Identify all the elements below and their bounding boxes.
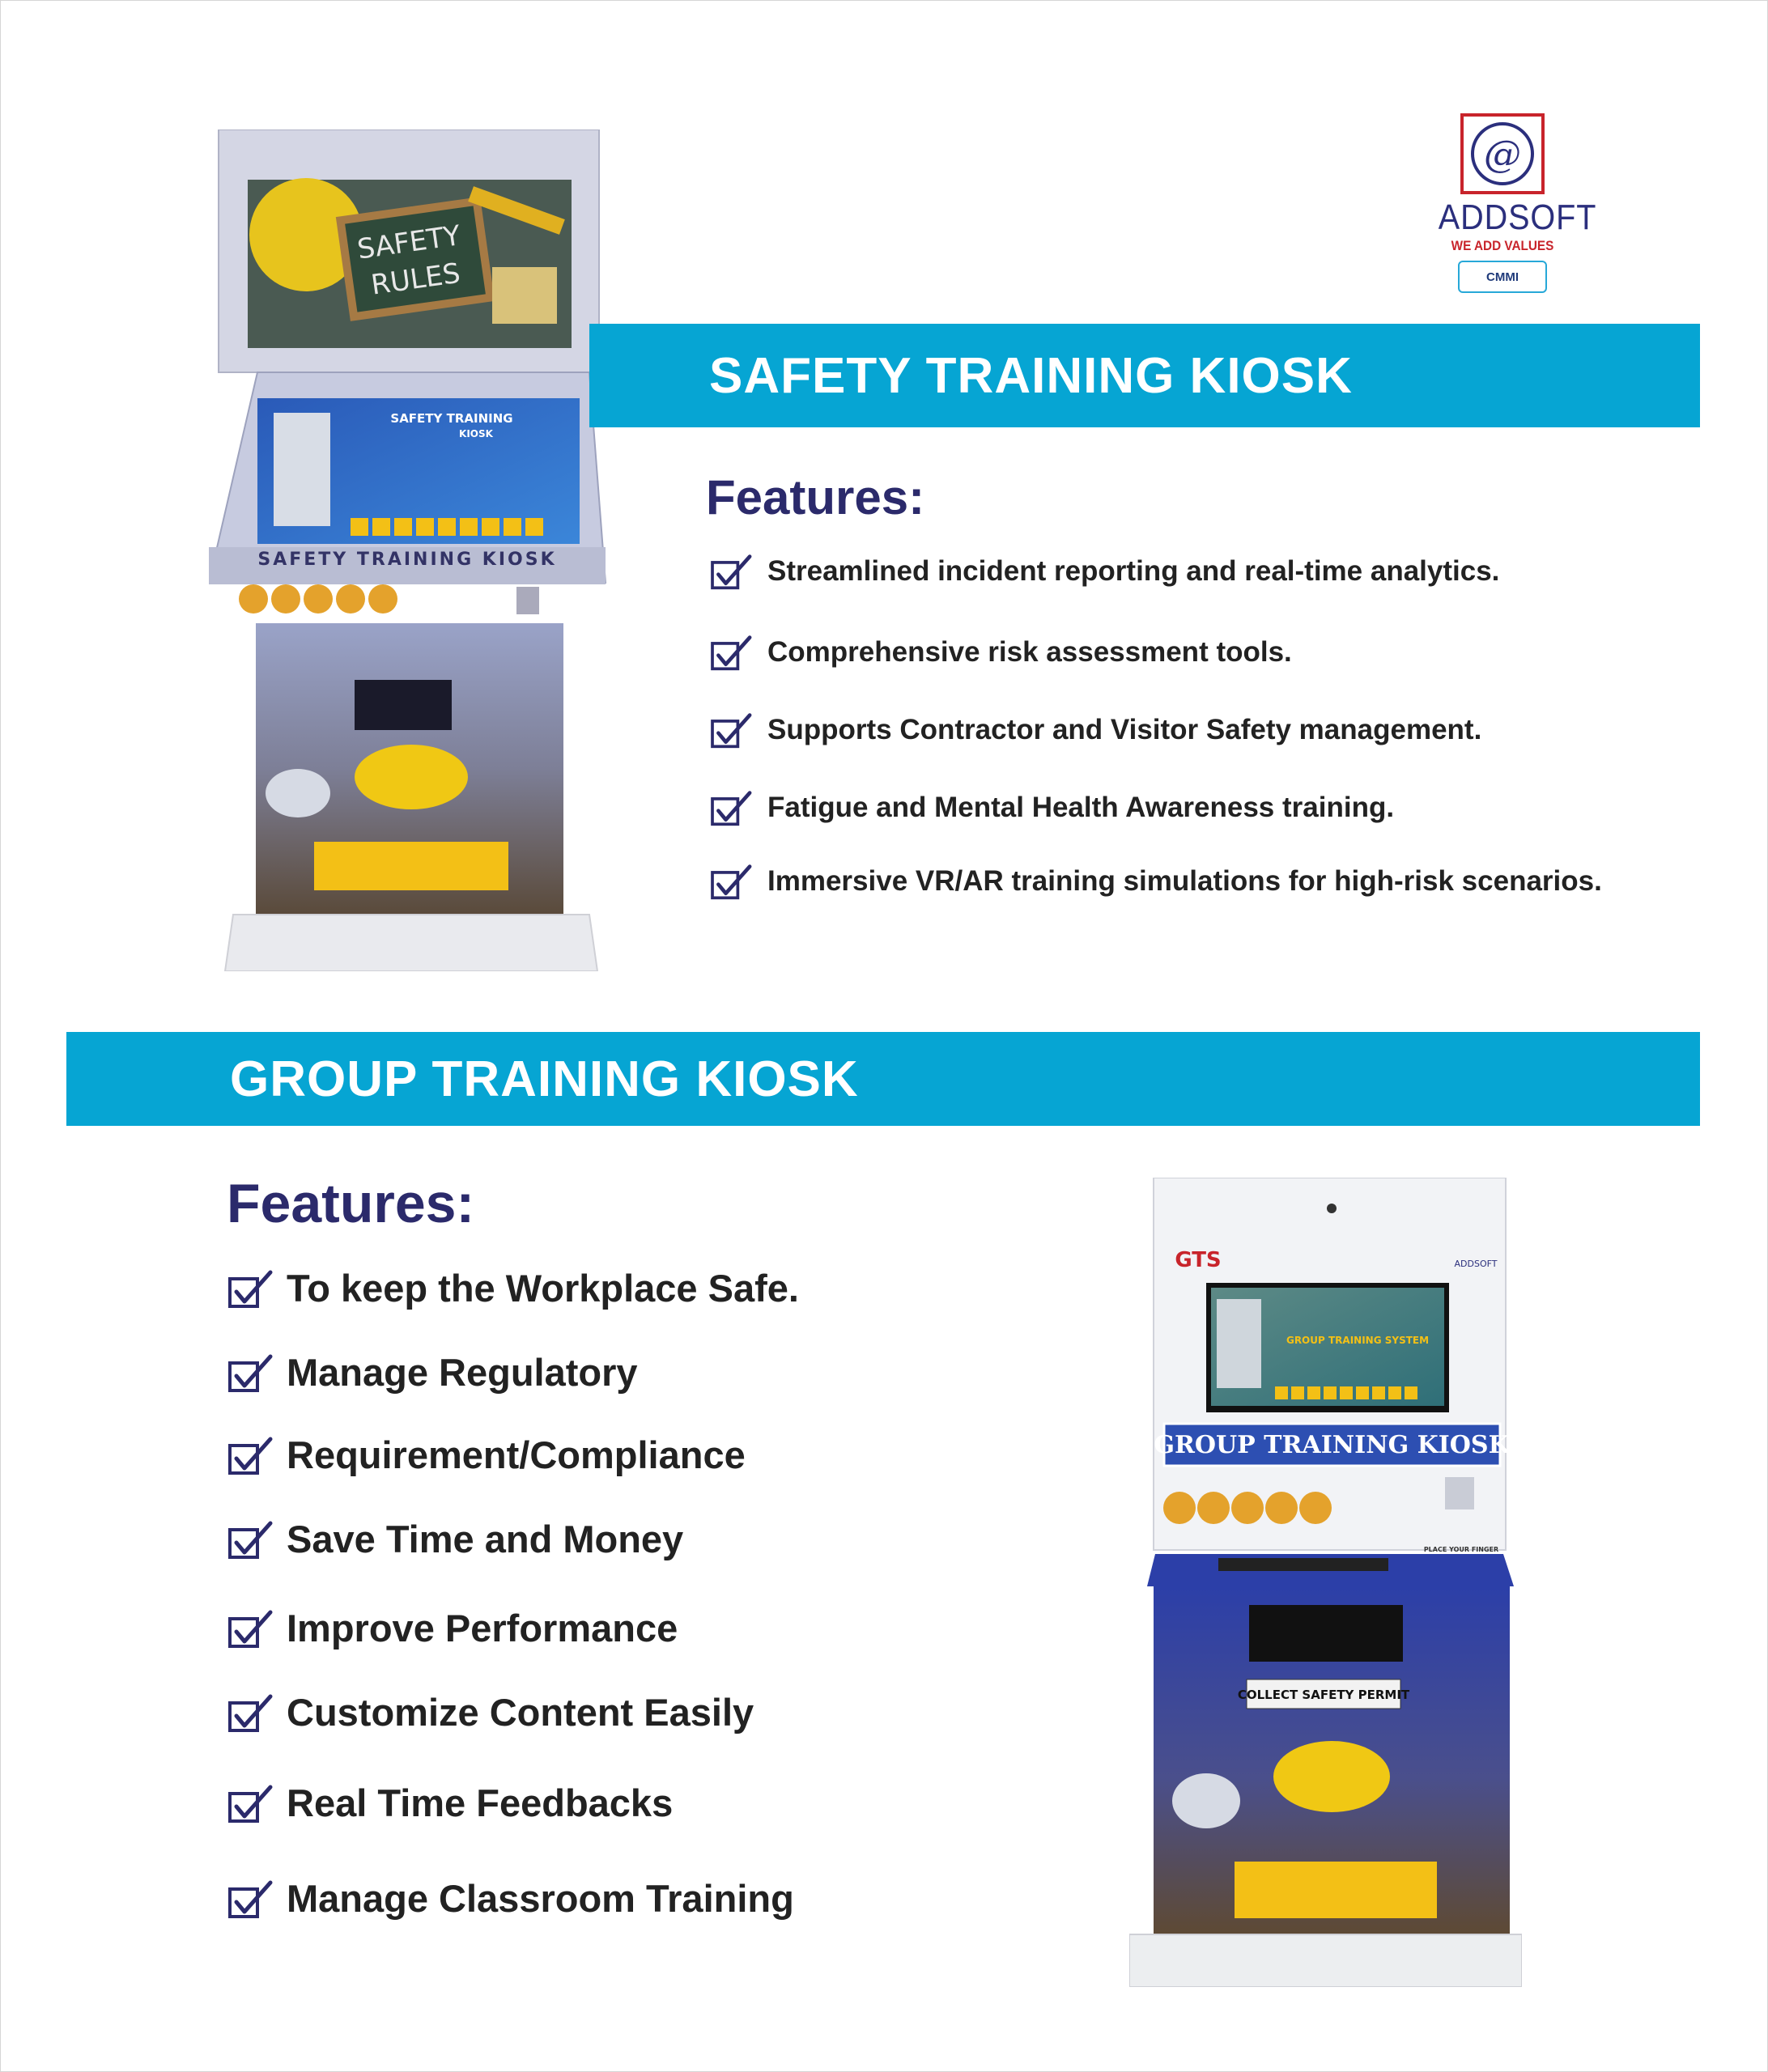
checkbox-checked-icon [227,1691,275,1734]
checkbox-checked-icon [227,1351,275,1395]
at-symbol-icon: @ [1471,122,1534,185]
safety-training-kiosk-banner [589,324,1700,427]
checkbox-checked-icon [227,1433,275,1477]
safety-training-kiosk-image [209,130,614,971]
logo-tagline: WE ADD VALUES [1451,238,1554,253]
chalkboard-line1: SAFETY [355,219,463,266]
list-item [709,788,1394,827]
list-item [227,1781,673,1825]
list-item [227,1690,754,1734]
hazard-pictogram-panel [314,842,508,890]
feature-text: Fatigue and Mental Health Awareness training. [767,792,1395,823]
printer-slot [1249,1605,1403,1662]
feature-text: To keep the Workplace Safe. [287,1267,799,1310]
logo-name: ADDSOFT [1438,197,1597,237]
feature-text: Manage Regulatory [287,1351,638,1394]
checkbox-checked-icon [227,1267,275,1310]
features-heading: Features: [227,1173,475,1234]
group-training-kiosk-banner [66,1032,1700,1126]
banner-title: SAFETY TRAINING KIOSK [709,347,1353,404]
feature-text: Comprehensive risk assessment tools. [767,636,1292,668]
addsoft-logo [1431,113,1597,293]
list-item [709,711,1481,749]
checkbox-checked-icon [709,788,754,827]
fingerprint-scanner [516,587,539,614]
checkbox-checked-icon [709,633,754,672]
list-item [227,1266,799,1310]
screen-icon-row [351,518,543,536]
feature-text: Immersive VR/AR training simulations for high-risk scenarios. [767,865,1602,897]
list-item [709,633,1292,672]
list-item [227,1606,678,1650]
hard-hat-icon [355,745,468,809]
hazard-pictogram-panel [1235,1862,1437,1918]
checkbox-checked-icon [709,711,754,749]
feature-text: Customize Content Easily [287,1691,754,1734]
list-item [709,862,1602,901]
list-item [227,1433,746,1477]
checkbox-checked-icon [709,552,754,591]
checkbox-checked-icon [709,862,754,901]
checkbox-checked-icon [227,1877,275,1921]
feature-text: Real Time Feedbacks [287,1781,674,1824]
features-heading: Features: [706,470,925,524]
cmmi-badge [1458,261,1547,293]
screen-title: GROUP TRAINING SYSTEM [1286,1335,1430,1346]
logo-mark [1460,113,1545,194]
feature-text: Streamlined incident reporting and real-time analytics. [767,555,1500,587]
checkbox-checked-icon [227,1781,275,1825]
banner-title: GROUP TRAINING KIOSK [230,1051,859,1107]
checkbox-checked-icon [227,1607,275,1650]
kiosk-panel-label: GROUP TRAINING KIOSK [1154,1431,1510,1459]
printer-slot [355,680,452,730]
feature-text: Manage Classroom Training [287,1877,794,1920]
cmmi-badge-text: CMMI [1486,270,1519,284]
safety-hand-signs [1163,1492,1332,1524]
permit-label: COLLECT SAFETY PERMIT [1237,1688,1410,1702]
feature-text: Improve Performance [287,1607,678,1650]
finger-label: PLACE YOUR FINGER [1423,1546,1499,1553]
screen-subtitle: KIOSK [459,428,493,439]
list-item [227,1517,683,1561]
hard-hat-icon [1273,1741,1390,1812]
gts-logo: GTS [1175,1248,1222,1272]
safety-hand-signs [239,584,397,614]
keyboard [1218,1558,1388,1571]
list-item [227,1876,794,1921]
feature-text: Supports Contractor and Visitor Safety management. [767,714,1482,745]
fingerprint-scanner [1445,1477,1474,1509]
list-item [227,1350,638,1395]
feature-text: Save Time and Money [287,1518,684,1560]
feature-text: Requirement/Compliance [287,1433,746,1476]
kiosk-brand: ADDSOFT [1454,1259,1498,1269]
screen-title: SAFETY TRAINING [390,411,513,426]
checkbox-checked-icon [227,1518,275,1561]
kiosk-panel-label: SAFETY TRAINING KIOSK [257,550,557,570]
screen-icon-row [1275,1386,1417,1399]
list-item [709,552,1499,591]
group-training-kiosk-image [1129,1178,1522,1987]
chalkboard-line2: RULES [368,257,463,302]
